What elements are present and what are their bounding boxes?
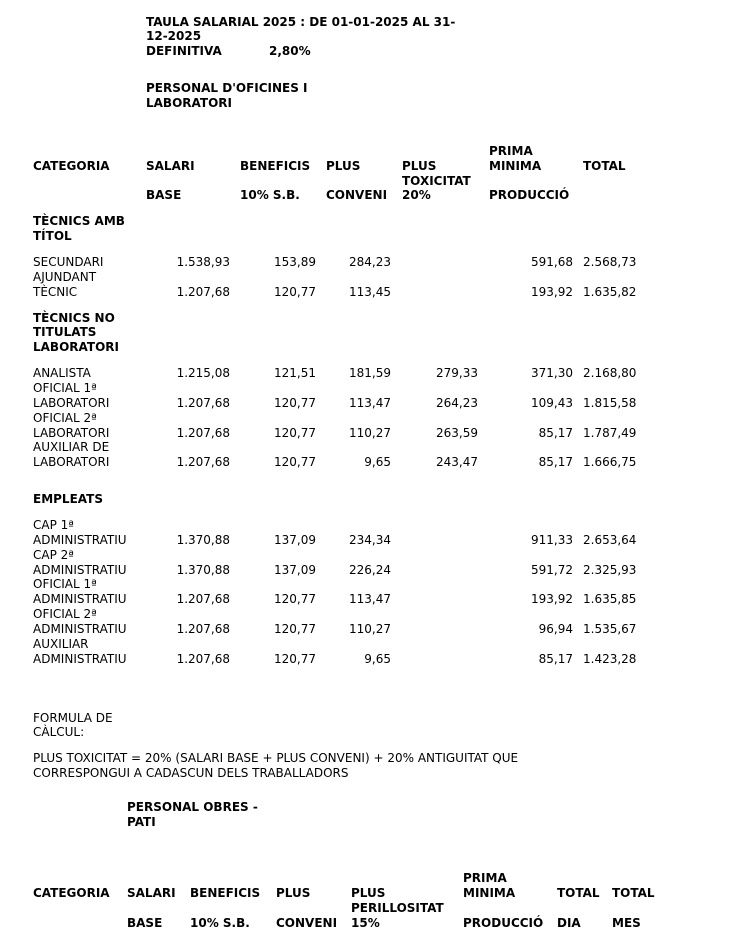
row-value-prima: 109,43 bbox=[531, 396, 573, 410]
row-value-base: 1.207,68 bbox=[176, 652, 230, 666]
row-value-ben: 120,77 bbox=[274, 592, 316, 606]
row-value-ben: 121,51 bbox=[274, 366, 316, 380]
s2-col-conveni: CONVENI bbox=[276, 916, 338, 930]
col-salari: SALARI bbox=[146, 159, 195, 173]
row-value-plus: 234,34 bbox=[349, 533, 391, 547]
row-value-plus: 9,65 bbox=[364, 652, 391, 666]
row-value-base: 1.207,68 bbox=[176, 455, 230, 469]
s2-col-sb: 10% S.B. bbox=[190, 916, 250, 930]
s2-col-perillositat: PERILLOSITAT bbox=[351, 901, 444, 915]
row-category-prefix: AJUNDANT bbox=[33, 270, 97, 284]
col-base: BASE bbox=[146, 188, 182, 202]
row-value-base: 1.207,68 bbox=[176, 285, 230, 299]
group-empleats: EMPLEATS bbox=[33, 492, 103, 506]
row-value-total: 2.568,73 bbox=[583, 255, 637, 269]
increase-percentage: 2,80% bbox=[269, 44, 311, 58]
col-tox-pct: 20% bbox=[402, 188, 431, 202]
s2-col-minima: MINIMA bbox=[463, 886, 516, 900]
row-category-prefix: OFICIAL 2ª bbox=[33, 411, 97, 425]
row-value-ben: 137,09 bbox=[274, 563, 316, 577]
row-value-prima: 85,17 bbox=[538, 652, 573, 666]
formula-label-line1: FORMULA DE bbox=[33, 711, 113, 725]
row-category-name: LABORATORI bbox=[33, 426, 110, 440]
s2-col-plus: PLUS bbox=[276, 886, 311, 900]
formula-label-line2: CÀLCUL: bbox=[33, 725, 85, 739]
row-value-total: 1.635,82 bbox=[583, 285, 637, 299]
row-value-ben: 120,77 bbox=[274, 622, 316, 636]
row-value-plus: 284,23 bbox=[349, 255, 391, 269]
row-value-total: 1.787,49 bbox=[583, 426, 637, 440]
row-category-name: LABORATORI bbox=[33, 455, 110, 469]
s2-col-salari: SALARI bbox=[127, 886, 176, 900]
col-plus-tox: PLUS bbox=[402, 159, 437, 173]
s2-col-categoria: CATEGORIA bbox=[33, 886, 110, 900]
s2-col-beneficis: BENEFICIS bbox=[190, 886, 261, 900]
row-value-tox: 264,23 bbox=[436, 396, 478, 410]
section1-heading-line2: LABORATORI bbox=[146, 96, 232, 110]
row-value-prima: 193,92 bbox=[531, 285, 573, 299]
row-value-plus: 110,27 bbox=[349, 622, 391, 636]
row-category-name: ADMINISTRATIU bbox=[33, 563, 127, 577]
group-tecnics-amb-line1: TÈCNICS AMB bbox=[33, 214, 125, 228]
s2-col-prima: PRIMA bbox=[463, 871, 507, 885]
section2-heading-line2: PATI bbox=[127, 815, 156, 829]
row-category-name: ADMINISTRATIU bbox=[33, 592, 127, 606]
s2-col-per-pct: 15% bbox=[351, 916, 380, 930]
row-value-tox: 243,47 bbox=[436, 455, 478, 469]
group-tecnics-amb-line2: TÍTOL bbox=[33, 229, 72, 243]
row-value-plus: 113,45 bbox=[349, 285, 391, 299]
row-value-plus: 113,47 bbox=[349, 396, 391, 410]
row-value-prima: 591,72 bbox=[531, 563, 573, 577]
row-value-prima: 591,68 bbox=[531, 255, 573, 269]
row-value-plus: 9,65 bbox=[364, 455, 391, 469]
row-value-tox: 279,33 bbox=[436, 366, 478, 380]
row-value-tox: 263,59 bbox=[436, 426, 478, 440]
formula-text-line1: PLUS TOXICITAT = 20% (SALARI BASE + PLUS CONVENI) + 20% ANTIGUITAT QUE bbox=[33, 751, 519, 765]
row-category-name: LABORATORI bbox=[33, 396, 110, 410]
row-value-prima: 911,33 bbox=[531, 533, 573, 547]
row-value-ben: 153,89 bbox=[274, 255, 316, 269]
col-prima: PRIMA bbox=[489, 144, 533, 158]
row-value-prima: 371,30 bbox=[531, 366, 573, 380]
s2-col-plus-per: PLUS bbox=[351, 886, 386, 900]
row-value-prima: 96,94 bbox=[538, 622, 573, 636]
row-value-total: 2.653,64 bbox=[583, 533, 637, 547]
row-value-ben: 120,77 bbox=[274, 285, 316, 299]
document-title-line2: 12-2025 bbox=[146, 29, 202, 43]
row-value-plus: 113,47 bbox=[349, 592, 391, 606]
row-value-total: 1.635,85 bbox=[583, 592, 637, 606]
col-sb: 10% S.B. bbox=[240, 188, 300, 202]
s2-col-total-mes: TOTAL bbox=[612, 886, 655, 900]
row-value-ben: 120,77 bbox=[274, 396, 316, 410]
row-value-base: 1.207,68 bbox=[176, 426, 230, 440]
row-value-prima: 85,17 bbox=[538, 426, 573, 440]
row-category-name: TÈCNIC bbox=[33, 285, 78, 299]
row-value-prima: 193,92 bbox=[531, 592, 573, 606]
col-beneficis: BENEFICIS bbox=[240, 159, 311, 173]
row-category-prefix: OFICIAL 1ª bbox=[33, 381, 97, 395]
col-conveni: CONVENI bbox=[326, 188, 388, 202]
row-category-name: ANALISTA bbox=[33, 366, 91, 380]
row-category-name: ADMINISTRATIU bbox=[33, 622, 127, 636]
group-tecnics-no-line2: TITULATS bbox=[33, 325, 97, 339]
row-value-total: 2.325,93 bbox=[583, 563, 637, 577]
status-label: DEFINITIVA bbox=[146, 44, 222, 58]
s2-col-dia: DIA bbox=[557, 916, 581, 930]
row-value-total: 1.815,58 bbox=[583, 396, 637, 410]
s2-col-total-dia: TOTAL bbox=[557, 886, 600, 900]
row-value-plus: 110,27 bbox=[349, 426, 391, 440]
col-plus: PLUS bbox=[326, 159, 361, 173]
row-value-ben: 120,77 bbox=[274, 455, 316, 469]
col-produccio: PRODUCCIÓ bbox=[489, 188, 570, 202]
row-value-ben: 120,77 bbox=[274, 652, 316, 666]
row-value-total: 1.535,67 bbox=[583, 622, 637, 636]
s2-col-base: BASE bbox=[127, 916, 163, 930]
col-toxicitat: TOXICITAT bbox=[402, 174, 471, 188]
row-category-name: ADMINISTRATIU bbox=[33, 533, 127, 547]
s2-col-mes: MES bbox=[612, 916, 641, 930]
row-value-total: 2.168,80 bbox=[583, 366, 637, 380]
row-category-name: SECUNDARI bbox=[33, 255, 104, 269]
row-value-ben: 137,09 bbox=[274, 533, 316, 547]
s2-col-produccio: PRODUCCIÓ bbox=[463, 916, 544, 930]
section1-heading-line1: PERSONAL D'OFICINES I bbox=[146, 81, 308, 95]
row-category-prefix: AUXILIAR DE bbox=[33, 440, 110, 454]
formula-text-line2: CORRESPONGUI A CADASCUN DELS TRABALLADORS bbox=[33, 766, 349, 780]
row-category-name: ADMINISTRATIU bbox=[33, 652, 127, 666]
row-value-plus: 181,59 bbox=[349, 366, 391, 380]
row-category-prefix: AUXILIAR bbox=[33, 637, 89, 651]
row-value-base: 1.207,68 bbox=[176, 622, 230, 636]
row-value-base: 1.215,08 bbox=[176, 366, 230, 380]
col-total: TOTAL bbox=[583, 159, 626, 173]
row-value-base: 1.207,68 bbox=[176, 592, 230, 606]
col-minima: MINIMA bbox=[489, 159, 542, 173]
row-value-base: 1.370,88 bbox=[176, 533, 230, 547]
row-value-plus: 226,24 bbox=[349, 563, 391, 577]
document-title-line1: TAULA SALARIAL 2025 : DE 01-01-2025 AL 31- bbox=[146, 15, 456, 29]
row-value-ben: 120,77 bbox=[274, 426, 316, 440]
section2-heading-line1: PERSONAL OBRES - bbox=[127, 800, 258, 814]
row-category-prefix: OFICIAL 2ª bbox=[33, 607, 97, 621]
row-value-total: 1.423,28 bbox=[583, 652, 637, 666]
row-value-base: 1.538,93 bbox=[176, 255, 230, 269]
group-tecnics-no-line1: TÈCNICS NO bbox=[33, 311, 115, 325]
row-category-prefix: OFICIAL 1ª bbox=[33, 577, 97, 591]
group-tecnics-no-line3: LABORATORI bbox=[33, 340, 119, 354]
row-category-prefix: CAP 1ª bbox=[33, 518, 74, 532]
row-value-prima: 85,17 bbox=[538, 455, 573, 469]
col-categoria: CATEGORIA bbox=[33, 159, 110, 173]
row-value-base: 1.207,68 bbox=[176, 396, 230, 410]
row-value-base: 1.370,88 bbox=[176, 563, 230, 577]
row-value-total: 1.666,75 bbox=[583, 455, 637, 469]
row-category-prefix: CAP 2ª bbox=[33, 548, 74, 562]
